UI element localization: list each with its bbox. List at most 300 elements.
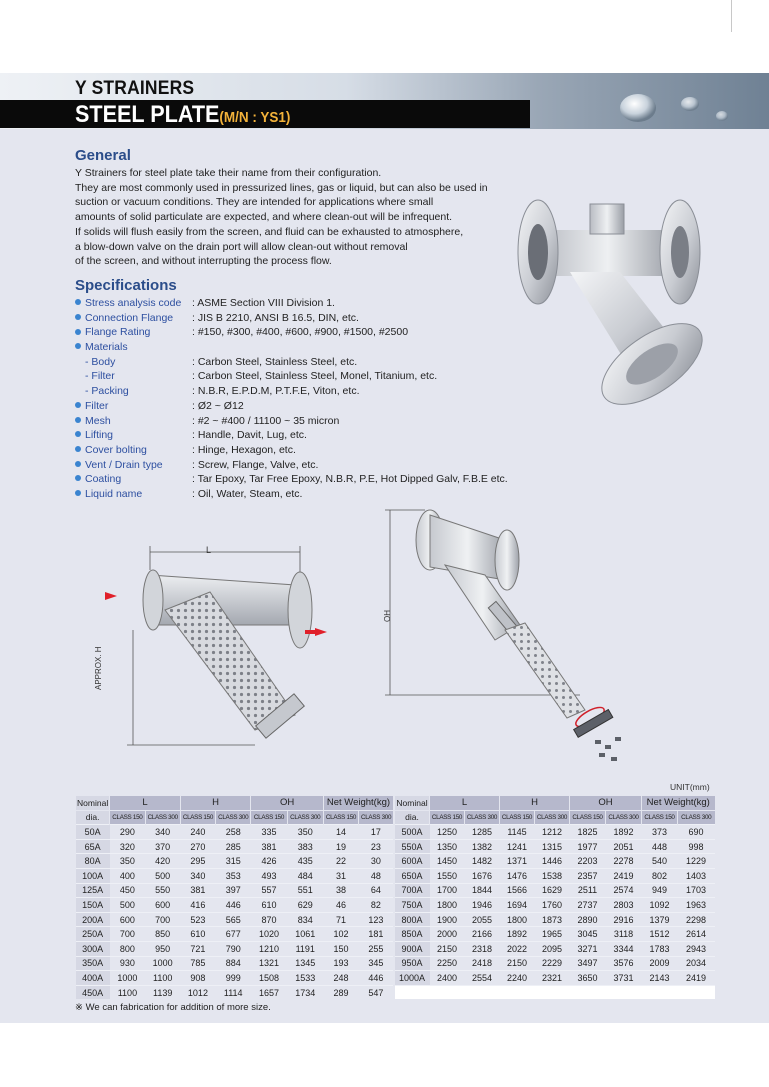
table-cell: 370: [145, 839, 180, 854]
table-cell: 1379: [642, 912, 678, 927]
table-row-empty: [395, 985, 715, 999]
spec-value: : #2 ~ #400 / 11100 ~ 35 micron: [192, 414, 340, 427]
table-cell: 2943: [678, 941, 715, 956]
general-line: amounts of solid particulate are expected, and where clean-out will be infrequent.: [75, 211, 453, 224]
general-line: of the screen, and without interrupting the process flow.: [75, 255, 332, 268]
nominal-dia-cell: 900A: [395, 941, 430, 956]
table-cell: 3497: [570, 956, 606, 971]
table-cell: 870: [251, 912, 287, 927]
table-cell: 949: [642, 883, 678, 898]
general-line: They are most commonly used in pressurized lines, gas or liquid, but can also be used in: [75, 181, 488, 194]
table-cell: 884: [216, 956, 251, 971]
table-cell: 2321: [535, 971, 570, 986]
table-cell: 3118: [606, 927, 642, 942]
table-cell: 1694: [500, 898, 535, 913]
table-cell: 1508: [251, 971, 287, 986]
table-cell: 2022: [500, 941, 535, 956]
table-cell: 2229: [535, 956, 570, 971]
unit-label: UNIT(mm): [670, 782, 710, 792]
spec-label: - Body: [85, 355, 116, 368]
nominal-dia-cell: 850A: [395, 927, 430, 942]
table-cell: 3731: [606, 971, 642, 986]
table-cell: 345: [359, 956, 393, 971]
table-cell: 1345: [287, 956, 323, 971]
table-cell: 1946: [465, 898, 500, 913]
header-class: CLASS 300: [606, 810, 642, 825]
spec-key: [75, 296, 192, 311]
spec-row: [75, 355, 508, 370]
table-cell: 1020: [251, 927, 287, 942]
spec-row: [75, 458, 508, 473]
spec-label: Stress analysis code: [85, 297, 182, 309]
table-cell: 350: [110, 854, 145, 869]
spec-value: : Hinge, Hexagon, etc.: [192, 443, 296, 456]
table-cell: 2737: [570, 898, 606, 913]
table-row: [395, 912, 715, 927]
header-group: Net Weight(kg): [642, 796, 715, 810]
table-cell: 17: [359, 825, 393, 840]
table-cell: 381: [251, 839, 287, 854]
table-cell: 1892: [606, 825, 642, 840]
header-class: CLASS 300: [216, 810, 251, 825]
nominal-dia-cell: 65A: [76, 839, 110, 854]
nominal-dia-cell: 800A: [395, 912, 430, 927]
bullet-icon: [75, 343, 81, 349]
spec-value: : N.B.R, E.P.D.M, P.T.F.E, Viton, etc.: [192, 385, 360, 398]
bullet-icon: [75, 461, 81, 467]
dimension-diagram-right: [385, 505, 645, 770]
table-cell: 2419: [606, 868, 642, 883]
table-cell: 2034: [678, 956, 715, 971]
table-row: [76, 971, 394, 986]
table-cell: 285: [216, 839, 251, 854]
table-cell: 446: [216, 898, 251, 913]
spec-value: : ASME Section VIII Division 1.: [192, 297, 335, 309]
table-cell: 102: [323, 927, 358, 942]
spec-label: Connection Flange: [85, 311, 174, 324]
table-cell: 800: [110, 941, 145, 956]
table-cell: 610: [180, 927, 215, 942]
table-cell: [535, 985, 570, 999]
table-cell: 2614: [678, 927, 715, 942]
table-cell: 2419: [678, 971, 715, 986]
specifications-list: [75, 296, 508, 502]
table-cell: 1783: [642, 941, 678, 956]
table-cell: 2803: [606, 898, 642, 913]
table-cell: 908: [180, 971, 215, 986]
header-class: CLASS 150: [180, 810, 215, 825]
table-cell: 550: [145, 883, 180, 898]
nominal-dia-cell: 400A: [76, 971, 110, 986]
spec-label: Flange Rating: [85, 326, 151, 339]
table-cell: 255: [359, 941, 393, 956]
table-cell: 1476: [500, 868, 535, 883]
header-class: CLASS 300: [287, 810, 323, 825]
table-cell: 785: [180, 956, 215, 971]
specifications-heading: Specifications: [75, 277, 177, 294]
table-cell: 446: [359, 971, 393, 986]
table-cell: [430, 985, 465, 999]
spec-label: Liquid name: [85, 487, 143, 500]
nominal-dia-cell: 250A: [76, 927, 110, 942]
table-cell: 3271: [570, 941, 606, 956]
spec-key: [75, 340, 192, 355]
table-cell: 426: [251, 854, 287, 869]
spec-key: [75, 443, 192, 458]
header-class: CLASS 150: [570, 810, 606, 825]
table-cell: 2511: [570, 883, 606, 898]
table-cell: 2400: [430, 971, 465, 986]
spec-label: Mesh: [85, 414, 111, 427]
table-cell: 1229: [678, 854, 715, 869]
table-cell: 2150: [500, 956, 535, 971]
water-drop-graphic: [610, 86, 750, 130]
table-cell: [465, 985, 500, 999]
table-cell: 1734: [287, 985, 323, 999]
table-cell: 416: [180, 898, 215, 913]
spec-row: [75, 325, 508, 340]
general-line: If solids will flush easily from the screen, and fluid can be exhausted to atmosphere,: [75, 225, 464, 238]
table-cell: 193: [323, 956, 358, 971]
spec-value: : #150, #300, #400, #600, #900, #1500, #2500: [192, 326, 409, 339]
table-cell: 340: [180, 868, 215, 883]
nominal-dia-cell: 125A: [76, 883, 110, 898]
table-cell: 2916: [606, 912, 642, 927]
table-cell: 999: [216, 971, 251, 986]
table-row: [76, 868, 394, 883]
table-row: [395, 839, 715, 854]
header-class: CLASS 300: [359, 810, 393, 825]
spec-key: [75, 355, 192, 370]
spec-row: [75, 414, 508, 429]
bullet-icon: [75, 475, 81, 481]
header-dia: dia.: [76, 810, 110, 825]
table-cell: 48: [359, 868, 393, 883]
table-cell: 1210: [251, 941, 287, 956]
header-group: H: [180, 796, 251, 810]
table-cell: 1012: [180, 985, 215, 999]
table-cell: 2318: [465, 941, 500, 956]
table-cell: 335: [251, 825, 287, 840]
page-title-line1: Y STRAINERS: [75, 78, 195, 99]
table-cell: 690: [678, 825, 715, 840]
table-row: [395, 854, 715, 869]
general-line: a blow-down valve on the drain port will allow clean-out without removal: [75, 240, 408, 253]
table-row: [395, 898, 715, 913]
table-row: [395, 941, 715, 956]
table-cell: 2418: [465, 956, 500, 971]
table-cell: 802: [642, 868, 678, 883]
table-cell: 700: [110, 927, 145, 942]
spec-row: [75, 311, 508, 326]
table-cell: 14: [323, 825, 358, 840]
table-cell: 565: [216, 912, 251, 927]
table-row: [395, 883, 715, 898]
table-cell: 290: [110, 825, 145, 840]
table-cell: 1350: [430, 839, 465, 854]
table-cell: 23: [359, 839, 393, 854]
spec-value: : Tar Epoxy, Tar Free Epoxy, N.B.R, P.E, Hot Dipped Galv, F.B.E etc.: [192, 473, 508, 486]
header-group: H: [500, 796, 570, 810]
table-cell: 610: [251, 898, 287, 913]
table-cell: 2055: [465, 912, 500, 927]
nominal-dia-cell: 950A: [395, 956, 430, 971]
table-cell: 71: [323, 912, 358, 927]
table-cell: 721: [180, 941, 215, 956]
spec-label: Filter: [85, 399, 109, 412]
dimension-label-oh: OH: [383, 610, 392, 622]
dimension-label-approx-h: APPROX. H: [94, 646, 103, 690]
table-cell: 1965: [535, 927, 570, 942]
bullet-icon: [75, 402, 81, 408]
table-cell: [570, 985, 606, 999]
table-cell: 1000: [110, 971, 145, 986]
dimension-label-L: L: [206, 545, 212, 555]
table-cell: 2240: [500, 971, 535, 986]
spec-value: : Carbon Steel, Stainless Steel, etc.: [192, 355, 358, 368]
table-cell: 295: [180, 854, 215, 869]
table-row: [76, 941, 394, 956]
table-cell: 3045: [570, 927, 606, 942]
bullet-icon: [75, 299, 81, 305]
spec-key: [75, 325, 192, 340]
table-cell: 1250: [430, 825, 465, 840]
table-cell: 629: [287, 898, 323, 913]
page-title-line2: [75, 101, 290, 129]
nominal-dia-cell: 500A: [395, 825, 430, 840]
table-row: [395, 868, 715, 883]
table-cell: 1892: [500, 927, 535, 942]
table-cell: 493: [251, 868, 287, 883]
spec-key: [75, 428, 192, 443]
table-cell: 1092: [642, 898, 678, 913]
header-nominal: Nominal: [395, 796, 430, 810]
table-cell: 1446: [535, 854, 570, 869]
table-cell: 1533: [287, 971, 323, 986]
table-cell: 2166: [465, 927, 500, 942]
spec-value: : Oil, Water, Steam, etc.: [192, 487, 303, 500]
table-cell: 551: [287, 883, 323, 898]
table-cell: 2298: [678, 912, 715, 927]
table-cell: 1800: [430, 898, 465, 913]
table-cell: 450: [110, 883, 145, 898]
dimensions-table-right: [394, 796, 715, 999]
header-class: CLASS 150: [642, 810, 678, 825]
table-cell: 1676: [465, 868, 500, 883]
spec-label: Lifting: [85, 429, 114, 442]
table-cell: 1512: [642, 927, 678, 942]
table-cell: 1191: [287, 941, 323, 956]
table-cell: 998: [678, 839, 715, 854]
table-cell: 448: [642, 839, 678, 854]
general-paragraph: [75, 166, 545, 269]
table-cell: 600: [145, 898, 180, 913]
table-cell: 1241: [500, 839, 535, 854]
table-cell: 38: [323, 883, 358, 898]
table-cell: 540: [642, 854, 678, 869]
table-cell: 1700: [430, 883, 465, 898]
header-group: L: [110, 796, 181, 810]
table-row: [76, 956, 394, 971]
table-cell: 82: [359, 898, 393, 913]
table-cell: 397: [216, 883, 251, 898]
table-cell: 315: [216, 854, 251, 869]
table-cell: 1000: [145, 956, 180, 971]
nominal-dia-cell: 50A: [76, 825, 110, 840]
table-cell: 1114: [216, 985, 251, 999]
table-cell: 834: [287, 912, 323, 927]
table-cell: [606, 985, 642, 999]
header-dia: dia.: [395, 810, 430, 825]
table-cell: 523: [180, 912, 215, 927]
table-cell: 700: [145, 912, 180, 927]
spec-row: [75, 472, 508, 487]
table-cell: 1657: [251, 985, 287, 999]
table-cell: 2143: [642, 971, 678, 986]
spec-label: Coating: [85, 473, 122, 486]
table-cell: 373: [642, 825, 678, 840]
table-cell: 353: [216, 868, 251, 883]
table-cell: 1321: [251, 956, 287, 971]
table-cell: 22: [323, 854, 358, 869]
spec-row: [75, 443, 508, 458]
table-cell: 3650: [570, 971, 606, 986]
spec-key: [75, 399, 192, 414]
header-group: Net Weight(kg): [323, 796, 393, 810]
table-cell: 2150: [430, 941, 465, 956]
table-cell: 2357: [570, 868, 606, 883]
table-cell: 340: [145, 825, 180, 840]
table-cell: 2890: [570, 912, 606, 927]
table-cell: 181: [359, 927, 393, 942]
table-cell: 1403: [678, 868, 715, 883]
table-cell: 420: [145, 854, 180, 869]
dimension-diagram-left: [105, 530, 330, 760]
bullet-icon: [75, 314, 81, 320]
header-class: CLASS 150: [323, 810, 358, 825]
table-cell: 1145: [500, 825, 535, 840]
table-cell: 2009: [642, 956, 678, 971]
table-cell: 930: [110, 956, 145, 971]
table-cell: [500, 985, 535, 999]
top-rule: [731, 0, 732, 32]
header-class: CLASS 300: [465, 810, 500, 825]
spec-row: [75, 384, 508, 399]
nominal-dia-cell: 750A: [395, 898, 430, 913]
table-cell: 3576: [606, 956, 642, 971]
table-row: [395, 825, 715, 840]
table-row: [76, 985, 394, 999]
table-cell: 2250: [430, 956, 465, 971]
table-cell: 1450: [430, 854, 465, 869]
spec-label: - Packing: [85, 385, 129, 398]
nominal-dia-cell: 200A: [76, 912, 110, 927]
spec-value: : Carbon Steel, Stainless Steel, Monel, Titanium, etc.: [192, 370, 438, 383]
nominal-dia-cell: 450A: [76, 985, 110, 999]
table-cell: 1139: [145, 985, 180, 999]
table-cell: 1285: [465, 825, 500, 840]
spec-value: : Handle, Davit, Lug, etc.: [192, 429, 307, 442]
nominal-dia-cell: 80A: [76, 854, 110, 869]
bullet-icon: [75, 446, 81, 452]
page-title-main: STEEL PLATE: [75, 101, 220, 128]
table-cell: 1212: [535, 825, 570, 840]
bullet-icon: [75, 431, 81, 437]
spec-row: [75, 487, 508, 502]
strainer-photo: [500, 192, 725, 407]
nominal-dia-cell: 350A: [76, 956, 110, 971]
table-cell: 1844: [465, 883, 500, 898]
table-cell: 1873: [535, 912, 570, 927]
table-cell: 248: [323, 971, 358, 986]
table-cell: [642, 985, 678, 999]
table-cell: 1800: [500, 912, 535, 927]
nominal-dia-cell: 600A: [395, 854, 430, 869]
nominal-dia-cell: 1000A: [395, 971, 430, 986]
table-cell: 150: [323, 941, 358, 956]
table-row: [395, 927, 715, 942]
table-cell: 64: [359, 883, 393, 898]
spec-label: Materials: [85, 341, 128, 354]
table-cell: 19: [323, 839, 358, 854]
header-group: L: [430, 796, 500, 810]
spec-key: [75, 414, 192, 429]
spec-value: : Screw, Flange, Valve, etc.: [192, 458, 319, 471]
table-row: [395, 956, 715, 971]
bullet-icon: [75, 417, 81, 423]
table-cell: 289: [323, 985, 358, 999]
table-note: ※ We can fabrication for addition of more size.: [75, 1002, 271, 1013]
table-cell: 1760: [535, 898, 570, 913]
spec-key: [75, 458, 192, 473]
table-cell: 500: [110, 898, 145, 913]
table-row: [76, 854, 394, 869]
table-cell: 2000: [430, 927, 465, 942]
header-class: CLASS 300: [145, 810, 180, 825]
table-cell: 1629: [535, 883, 570, 898]
table-row: [395, 971, 715, 986]
spec-key: [75, 311, 192, 326]
spec-key: [75, 384, 192, 399]
table-cell: 350: [287, 825, 323, 840]
table-cell: 1371: [500, 854, 535, 869]
header-class: CLASS 300: [678, 810, 715, 825]
table-cell: 383: [287, 839, 323, 854]
table-cell: 2203: [570, 854, 606, 869]
table-cell: 1900: [430, 912, 465, 927]
table-row: [76, 898, 394, 913]
table-cell: 1963: [678, 898, 715, 913]
header-class: CLASS 150: [110, 810, 145, 825]
table-cell: 950: [145, 941, 180, 956]
table-cell: 2574: [606, 883, 642, 898]
bullet-icon: [75, 329, 81, 335]
general-line: suction or vacuum conditions. They are intended for applications where small: [75, 196, 434, 209]
table-cell: 1100: [110, 985, 145, 999]
spec-key: [75, 487, 192, 502]
nominal-dia-cell: 300A: [76, 941, 110, 956]
table-cell: 547: [359, 985, 393, 999]
spec-label: Vent / Drain type: [85, 458, 163, 471]
table-row: [76, 927, 394, 942]
table-row: [76, 883, 394, 898]
table-cell: 123: [359, 912, 393, 927]
spec-key: [75, 472, 192, 487]
nominal-dia-cell: 700A: [395, 883, 430, 898]
table-cell: 677: [216, 927, 251, 942]
spec-row: [75, 399, 508, 414]
table-cell: 1538: [535, 868, 570, 883]
